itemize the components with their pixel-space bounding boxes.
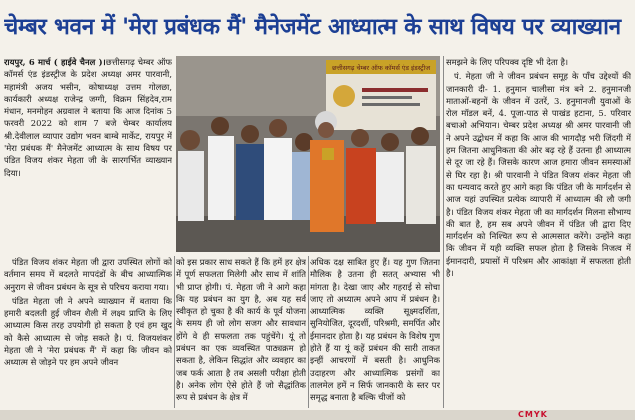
paragraph: अधिक दक्ष साबित हुए हैं। यह गुण जितना मौलिक है उतना ही सतत् अभ्यास भी मांगता है। देखा जाए और गहराई से सोचा जाए तो अध्यात्म अपने आप में प्रबंधन है। आध्यात्मिक व्यक्ति सूक्ष्मदर्शिता, सुनियोजित, दूरदर्शी, परिश्रमी, समर्पित और ईमानदार होता है। यह प्रबंधन के विशेष गुण होते हैं या यूं कहें प्रबंधन की सारी ताकत इन्हीं आचरणों में बसती है। आधुनिक उदाहरण और आध्यात्मिक प्रसंगों का तालमेल हमें न सिर्फ जानकारी के स्तर पर समृद्ध बनाता है बल्कि चीजों को [310, 257, 440, 403]
paragraph: को इस प्रकार साध सकते हैं कि हमें हर क्षेत्र में पूर्ण सफलता मिलेगी और साथ में शांति भी प्राप्त होगी। पं. मेहता जी ने आगे कहा कि यह प्रबंधन का युग है, अब यह सर्व स्वीकृत हो चुका है की कार्य के पूर्व योजना के समय ही जो लोग सजग और सावधान होंगे वे ही सफलता तक पहुंचेंगे। यूं तो प्रबंधन का एक व्यवस्थित पाठ्यक्रम हो सकता है, लेकिन सिद्धांत और व्यवहार का जब फर्क आता है तब असली परीक्षा होती है। अनेक लोग ऐसे होते हैं जो सैद्धांतिक रूप से प्रबंधन के क्षेत्र में [176, 257, 306, 403]
column-4 [446, 56, 631, 408]
photo-banner-text: छत्तीसगढ़ चेम्बर ऑफ कॉमर्स एंड इंडस्ट्रीज [331, 64, 431, 72]
column-divider [174, 256, 175, 408]
column-divider [443, 56, 444, 408]
lead-paragraph: छत्तीसगढ़ चेम्बर ऑफ कॉमर्स एंड इंडस्ट्रीज के प्रदेश अध्यक्ष अमर पारवानी, महामंत्री अजय भसीन, कोषाध्यक्ष उत्तम गोलछा, कार्यकारी अध्यक्ष राजेन्द्र जग्गी, विक्रम सिंहदेव,राम मंधान, मनमोहन अग्रवाल ने बताया कि आज दिनांक 5 फरवरी 2022 को शाम 7 बजे चेम्बर कार्यालय श्री.देवीलाल व्यापार उद्योग भवन बाम्बे मार्केट, रायपुर में 'मेरा प्रबंधक मैं' मैनेजमेंट आध्यात्म के साथ विषय पर पंडित विजय शंकर मेहता जी के सारगर्भित व्याख्यान दिया। [4, 57, 172, 178]
column-3 [310, 256, 440, 408]
paragraph [4, 56, 172, 179]
dateline: रायपुर, 6 मार्च ( हाईवे चैनल )। [4, 57, 106, 67]
column-1-bottom [4, 256, 172, 408]
event-photo [176, 56, 440, 252]
print-registration-mark: CMYK [518, 410, 548, 419]
paragraph: पंडित मेहता जी ने अपने व्याख्यान में बताया कि हमारी बदलती हुई जीवन शैली में लक्ष्य प्राप्ति के लिए आध्यात्म किस तरह उपयोगी हो सकता है एवं हम खुद को कैसे आध्यात्म से जोड़ सकते है। पं. विजयशंकर मेहता जी ने 'मेरा प्रबंधक मैं' में कहा कि जीवन को अध्यात्म से जोड़ने पर हम अपने जीवन [4, 295, 172, 368]
column-2 [176, 256, 306, 408]
paragraph: समझने के लिए परिपक्व दृष्टि भी देता है। [446, 57, 569, 67]
paragraph: पं. मेहता जी ने जीवन प्रबंधन समूह के पाँच उद्देश्यों की जानकारी दी- 1. हनुमान चालीसा मंत्र बने 2. हनुमानजी माताओं-बहनों के जीवन में उतरें, 3. हनुमानजी युवाओं के रोल मॉडल बनें, 4. पूजा-पाठ से पाखंड हटाना, 5. परिवार बचाओ अभियान। चेम्बर प्रदेश अध्यक्ष श्री अमर पारवानी जी ने अपने उद्बोधन में कहा कि आज की भागदौड़ भरी जिंदगी में हम जितना आधुनिकता की ओर बढ़ रहे हैं उतना ही आध्यात्म से दूर जा रहे हैं। जिसके कारण आज हमारा जीवन समस्याओं से घिर रहा है। श्री पारवानी ने पंडित विजय शंकर मेहता जी का धन्यवाद करते हुए आगे कहा कि पंडित जी के मार्गदर्शन से आज यहां उपस्थित प्रत्येक व्यापारी में आध्यात्म की लौ जगी है। पंडित विजय शंकर मेहता जी का मार्गदर्शन मिलना सौभाग्य की बात है, हम सब अपने जीवन में पंडित जी द्वारा दिए मार्गदर्शन को निश्चित रूप से आत्मसात करेंगे। उन्होंने कहा कि जीवन में यही व्यक्ति सफल होता है जिसके निजत्व में ईमानदारी, प्रयासों में परिश्रम और आकांक्षा में सफलता होती है। [446, 71, 631, 279]
column-1 [4, 56, 172, 232]
paragraph: पंडित विजय शंकर मेहता जी द्वारा उपस्थित लोगों को वर्तमान समय में बदलते मापदंडों के बीच आध्यात्मिक अनुराग से जीवन प्रबंधन के सूत्र से परिचय कराया गया। [4, 257, 172, 292]
headline: चेम्बर भवन में 'मेरा प्रबंधक मैं' मैनेजमेंट आध्यात्म के साथ विषय पर व्याख्यान [4, 14, 621, 40]
column-divider [308, 256, 309, 408]
